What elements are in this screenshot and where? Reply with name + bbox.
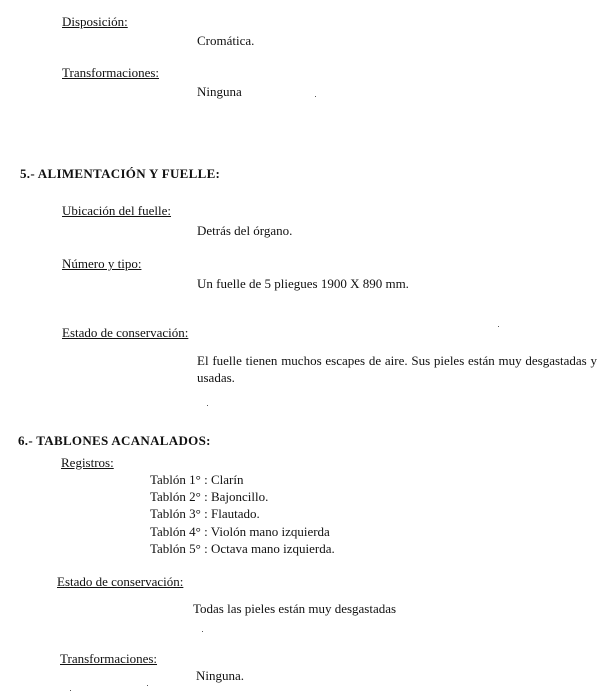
estado-label-5: Estado de conservación: xyxy=(62,325,189,340)
disposicion-label: Disposición: xyxy=(62,14,128,29)
scan-speck xyxy=(70,690,71,691)
scan-speck xyxy=(147,685,148,686)
scan-speck xyxy=(202,631,203,632)
transformaciones-label-6: Transformaciones: xyxy=(60,651,158,666)
registro-1: Tablón 1° : Clarín xyxy=(150,472,244,487)
registro-5: Tablón 5° : Octava mano izquierda. xyxy=(150,541,335,556)
transformaciones-value-6: Ninguna. xyxy=(196,668,245,683)
section-6-heading: 6.- TABLONES ACANALADOS: xyxy=(18,433,211,448)
registro-2: Tablón 2° : Bajoncillo. xyxy=(150,489,269,504)
ubicacion-value: Detrás del órgano. xyxy=(197,223,293,238)
scan-speck xyxy=(315,96,316,97)
transformaciones-label: Transformaciones: xyxy=(62,65,160,80)
ubicacion-label: Ubicación del fuelle: xyxy=(62,203,172,218)
registros-label: Registros: xyxy=(61,455,114,470)
scan-speck xyxy=(207,405,208,406)
scan-speck xyxy=(498,326,499,327)
section-5-heading: 5.- ALIMENTACIÓN Y FUELLE: xyxy=(20,166,221,181)
numero-value: Un fuelle de 5 pliegues 1900 X 890 mm. xyxy=(197,276,409,291)
registro-4: Tablón 4° : Violón mano izquierda xyxy=(150,524,330,539)
transformaciones-value: Ninguna xyxy=(197,84,242,99)
estado-value-6: Todas las pieles están muy desgastadas xyxy=(193,601,397,616)
estado-label-6: Estado de conservación: xyxy=(57,574,184,589)
numero-label: Número y tipo: xyxy=(62,256,142,271)
disposicion-value: Cromática. xyxy=(197,33,255,48)
estado-value-5: El fuelle tienen muchos escapes de aire. Sus pieles están muy desgastadas y usadas. xyxy=(197,353,597,385)
registro-3: Tablón 3° : Flautado. xyxy=(150,506,260,521)
